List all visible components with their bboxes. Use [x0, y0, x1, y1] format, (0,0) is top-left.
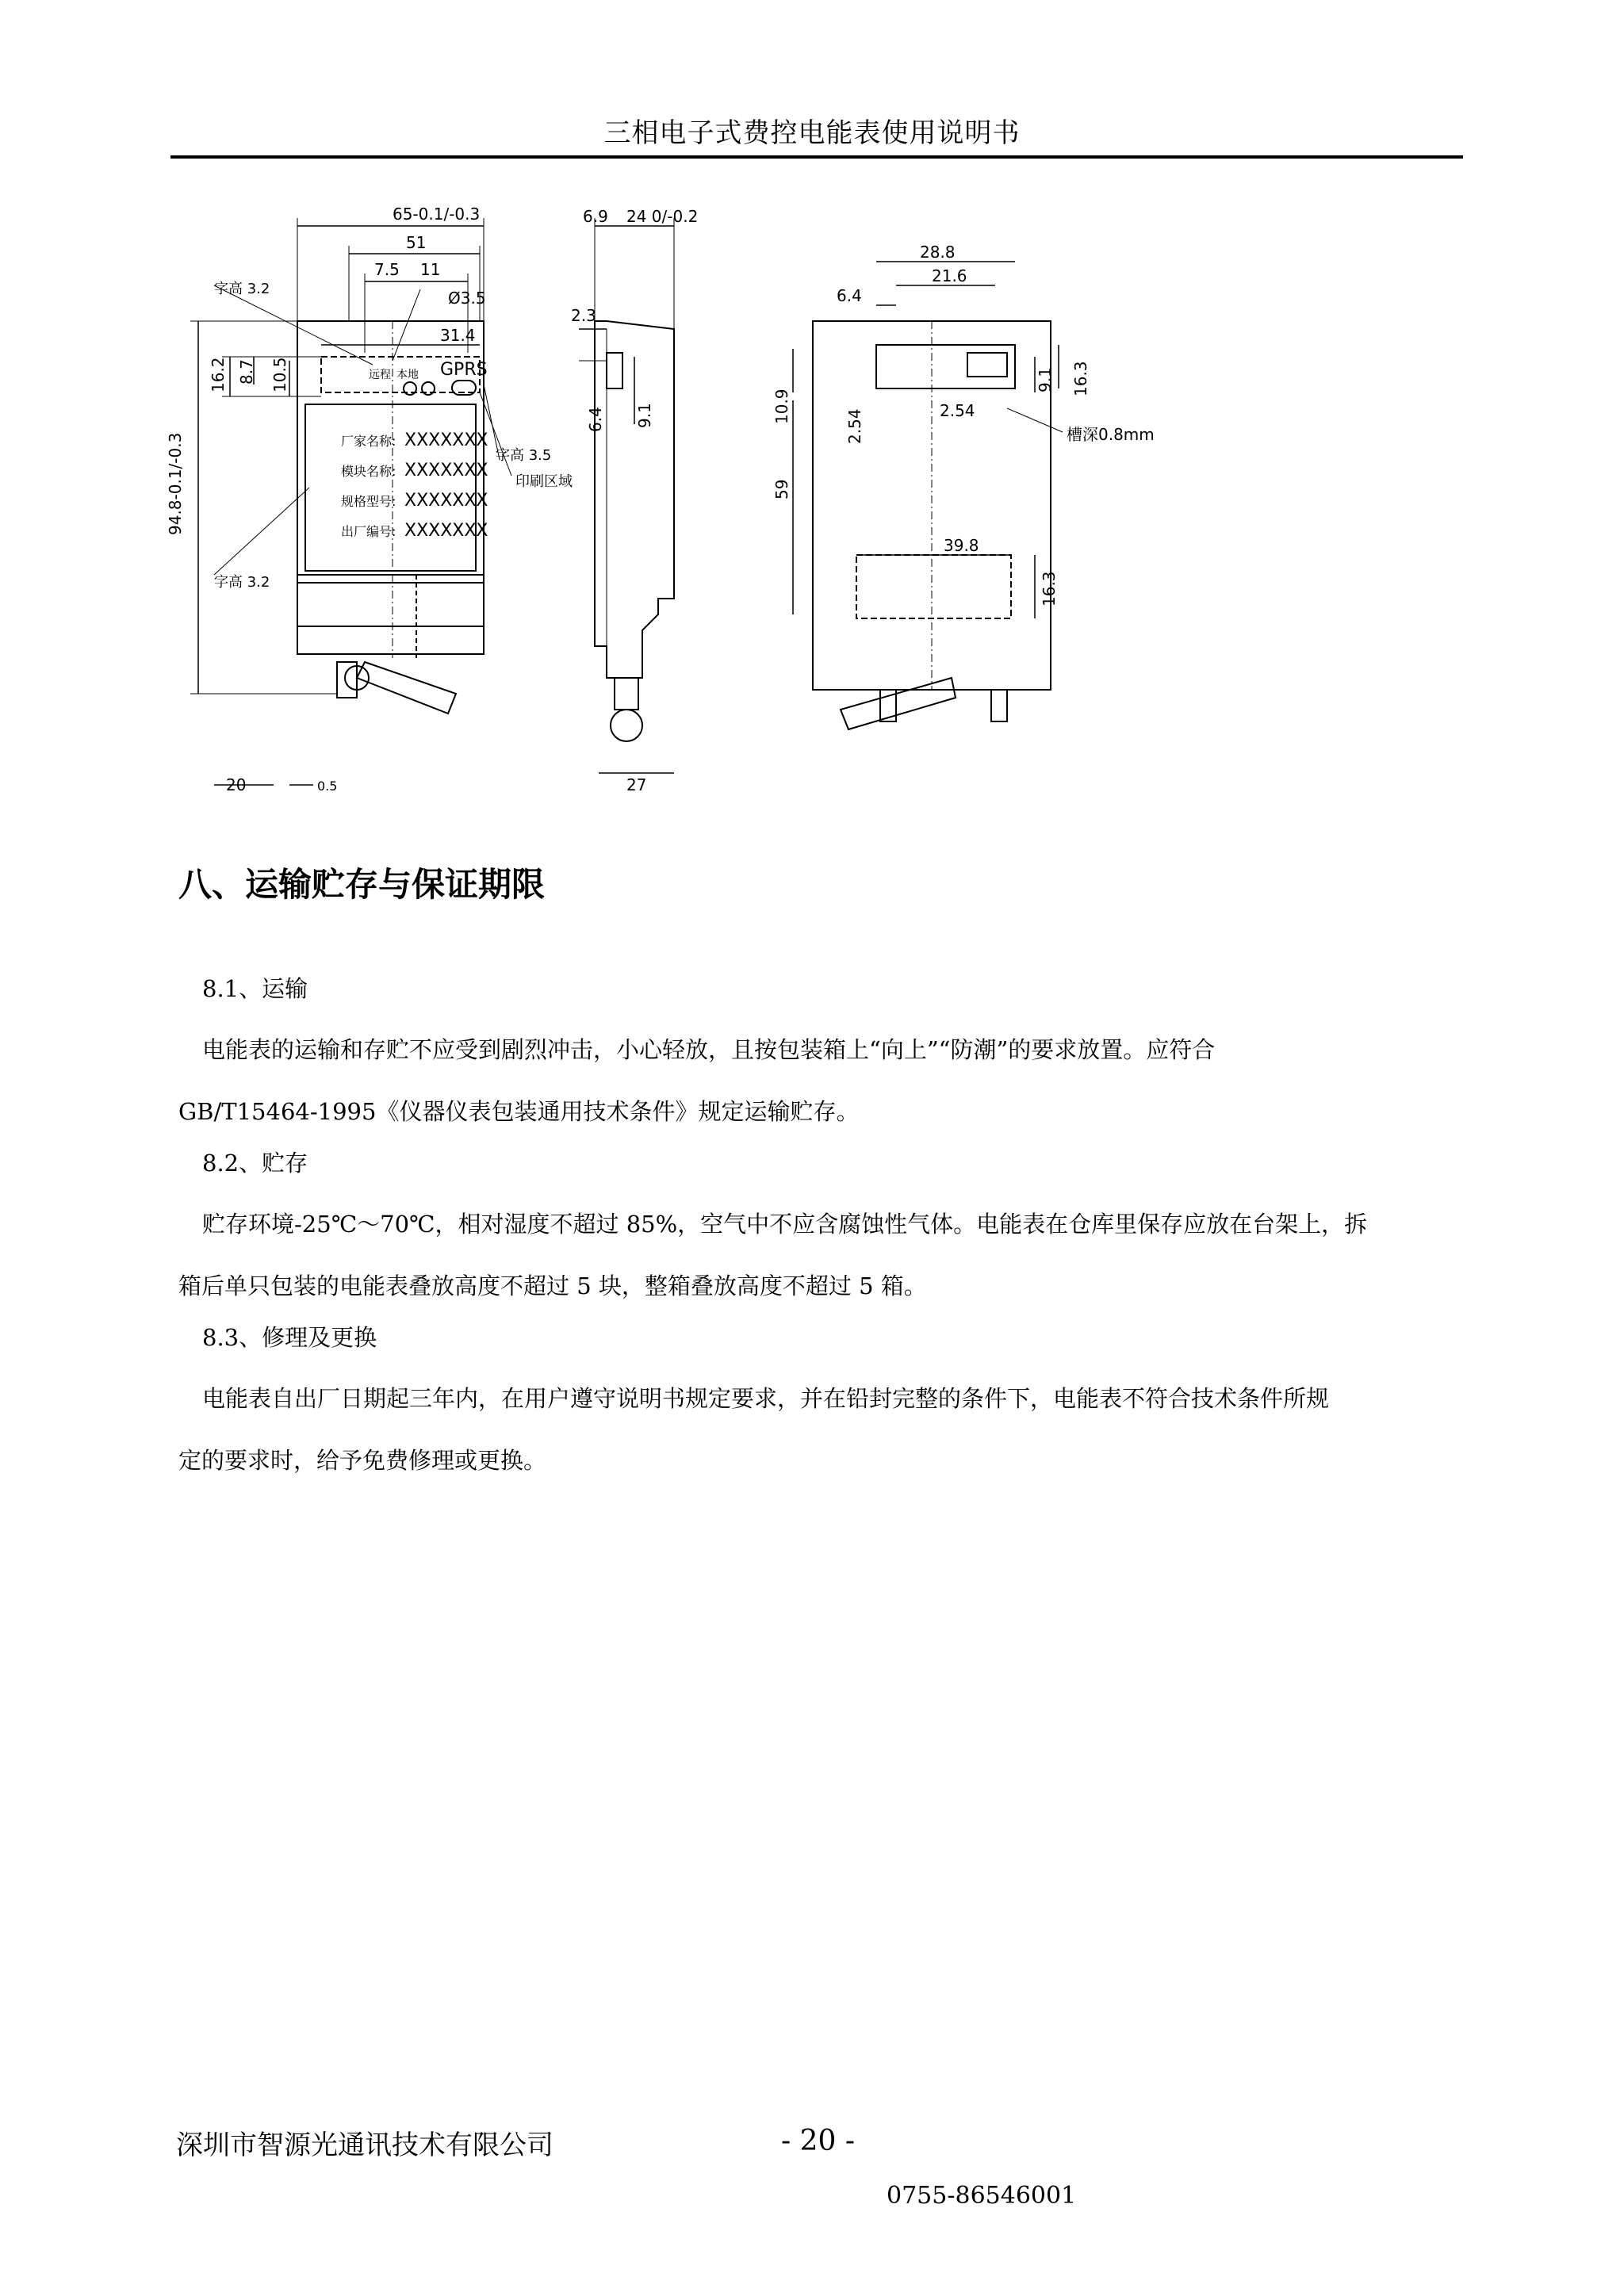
header-divider [170, 155, 1463, 159]
dim-label: 94.8-0.1/-0.3 [167, 432, 185, 535]
front-view [167, 205, 573, 794]
svg-text:XXXXXXX: XXXXXXX [404, 461, 488, 480]
paragraph-line: 电能表的运输和存贮不应受到剧烈冲击，小心轻放，且按包装箱上“向上”“防潮”的要求放置。应符合 [202, 1036, 1216, 1063]
svg-text:XXXXXXX: XXXXXXX [404, 491, 488, 511]
paragraph-line: 电能表自出厂日期起三年内，在用户遵守说明书规定要求，并在铅封完整的条件下，电能表不符合技术条件所规 [202, 1385, 1330, 1412]
paragraph-line: GB/T15464-1995《仪器仪表包装通用技术条件》规定运输贮存。 [178, 1098, 860, 1125]
dim-label: 28.8 [920, 243, 956, 262]
dim-label: 59 [772, 479, 791, 499]
led-label: 远程 [369, 369, 391, 381]
dim-label: 11 [420, 260, 441, 279]
dim-label: 24 0/-0.2 [626, 207, 699, 226]
dim-label: 2.3 [571, 306, 596, 325]
dim-label: 31.4 [440, 326, 476, 345]
paragraph [178, 1368, 1455, 1491]
note-label: 字高 3.2 [214, 574, 270, 591]
svg-text:XXXXXXX: XXXXXXX [404, 521, 488, 541]
technical-drawing [167, 202, 1261, 805]
dim-label: 10.5 [270, 357, 289, 392]
dim-label: 0.5 [317, 779, 338, 794]
paragraph [178, 1193, 1455, 1317]
svg-text:出厂编号:: 出厂编号: [341, 524, 396, 539]
paragraph [178, 1019, 1455, 1142]
side-view [571, 207, 698, 794]
dim-label: 6.9 [583, 207, 608, 226]
note-label: 印刷区域 [515, 473, 573, 490]
gprs-badge: GPRS [440, 360, 488, 380]
dim-label: 6.4 [586, 407, 605, 432]
page-header-title: 三相电子式费控电能表使用说明书 [603, 117, 1021, 149]
dim-label: 16.2 [209, 357, 228, 392]
dim-label: 9.1 [1036, 367, 1055, 392]
dim-label: 20 [226, 775, 247, 794]
dim-label: 65-0.1/-0.3 [393, 205, 481, 224]
dim-label: Ø3.5 [448, 289, 486, 308]
dim-label: 8.7 [237, 359, 256, 385]
paragraph-line: 定的要求时，给予免费修理或更换。 [178, 1447, 547, 1474]
svg-text:模块名称:: 模块名称: [341, 464, 396, 479]
page-number: - 20 - [781, 2125, 856, 2157]
note-label: 字高 3.2 [214, 281, 270, 297]
dim-label: 16.3 [1071, 361, 1090, 396]
dim-label: 2.54 [940, 401, 975, 420]
svg-text:规格型号:: 规格型号: [341, 494, 396, 509]
paragraph-line: 箱后单只包装的电能表叠放高度不超过 5 块，整箱叠放高度不超过 5 箱。 [178, 1272, 927, 1299]
section-heading: 八、运输贮存与保证期限 [178, 865, 546, 904]
subsection-title: 8.3、修理及更换 [202, 1324, 377, 1351]
subsection-title: 8.2、贮存 [202, 1150, 308, 1177]
footer-phone: 0755-86546001 [887, 2182, 1077, 2210]
dim-label: 7.5 [374, 260, 400, 279]
groove-note: 槽深0.8mm [1067, 425, 1155, 444]
dim-label: 16.3 [1040, 571, 1059, 607]
dim-label: 6.4 [837, 286, 862, 305]
dim-label: 51 [406, 233, 427, 252]
rear-view [772, 243, 1155, 729]
dim-label: 9.1 [635, 403, 654, 428]
svg-text:XXXXXXX: XXXXXXX [404, 430, 488, 450]
dim-label: 2.54 [845, 408, 864, 444]
dim-label: 27 [626, 775, 647, 794]
dim-label: 10.9 [772, 388, 791, 424]
paragraph-line: 贮存环境-25℃～70℃，相对湿度不超过 85%，空气中不应含腐蚀性气体。电能表在仓库里保存应放在台架上，拆 [202, 1211, 1368, 1238]
led-label: 本地 [396, 369, 419, 381]
dim-label: 21.6 [932, 266, 967, 285]
footer-company: 深圳市智源光通讯技术有限公司 [176, 2130, 553, 2161]
dim-label: 39.8 [944, 536, 979, 555]
svg-text:厂家名称:: 厂家名称: [341, 434, 396, 449]
note-label: 字高 3.5 [496, 447, 552, 464]
subsection-title: 8.1、运输 [202, 975, 308, 1002]
